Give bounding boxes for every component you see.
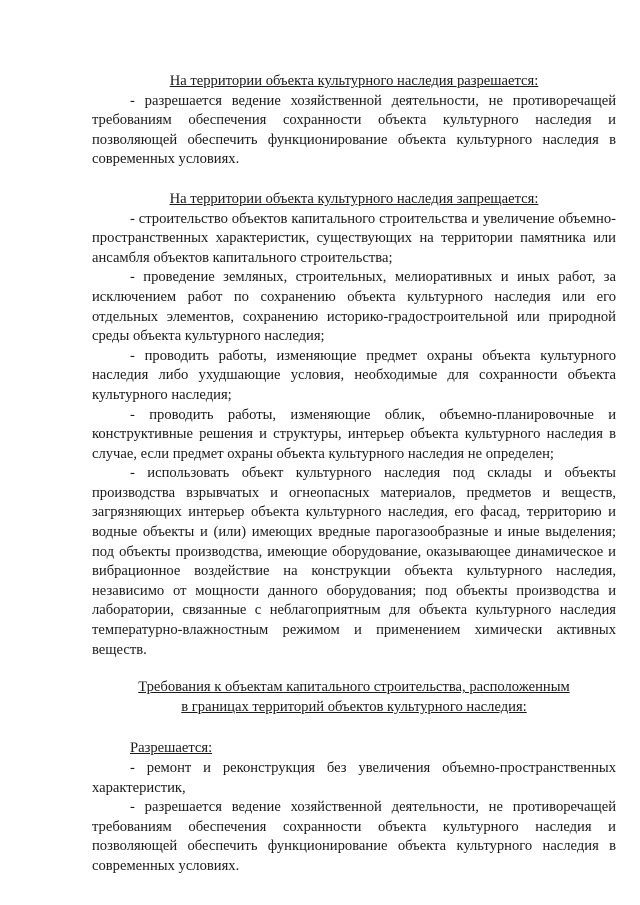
requirements-heading-line1: Требования к объектам капитального строительства, расположенным (138, 679, 570, 696)
section-prohibited (92, 190, 616, 660)
section-permitted (92, 72, 616, 170)
section-heading-prohibited: На территории объекта культурного наследия запрещается: (169, 190, 539, 207)
list-item: - разрешается ведение хозяйственной деятельности, не противоречащей требованиям обеспечения сохранности объекта культурного наследия и позволяющей обеспечить функционирование объекта культурного наследия в современных условиях. (92, 92, 616, 168)
list-item: - проводить работы, изменяющие предмет охраны объекта культурного наследия либо ухудшающие условия, необходимые для сохранности объекта культурного наследия; (92, 347, 616, 403)
section-heading-permitted: На территории объекта культурного наследия разрешается: (169, 73, 539, 89)
list-item: - проводить работы, изменяющие облик, объемно-планировочные и конструктивные решения и структуры, интерьер объекта культурного наследия в случае, если предмет охраны объекта культурного наследия не определен; (92, 406, 616, 462)
requirements-subheading: Разрешается: (130, 740, 213, 757)
list-item: - проведение земляных, строительных, мелиоративных и иных работ, за исключением работ по сохранению объекта культурного наследия или его отдельных элементов, сохранению историко-градостроительной или природной среды объекта культурного наследия; (92, 269, 616, 345)
requirements-heading-line2: в границах территорий объектов культурного наследия: (181, 698, 527, 715)
list-item: - разрешается ведение хозяйственной деятельности, не противоречащей требованиям обеспечения сохранности объекта культурного наследия и позволяющей обеспечить функционирование объекта культурного наследия в современных условиях. (92, 799, 616, 874)
list-item: - использовать объект культурного наследия под склады и объекты производства взрывчатых и огнеопасных материалов, предметов и веществ, загрязняющих интерьер объекта культурного наследия, его фасад, территорию и водные объекты и (или) имеющих вредные парогазообразные и иные выделения; под объекты производства, имеющие оборудование, оказывающее динамическое и вибрационное воздействие на конструкции объекта культурного наследия, независимо от мощности данного оборудования; под объекты производства и лаборатории, связанные с неблагоприятным для объекта культурного наследия температурно-влажностным режимом и применением химически активных веществ. (92, 465, 616, 658)
document-body (92, 72, 616, 877)
list-item: - строительство объектов капитального строительства и увеличение объемно-пространственных характеристик, существующих на территории памятника или ансамбля объектов капитального строительства; (92, 210, 616, 266)
list-item: - ремонт и реконструкция без увеличения объемно-пространственных характеристик, (92, 760, 616, 796)
section-requirements (92, 678, 616, 876)
